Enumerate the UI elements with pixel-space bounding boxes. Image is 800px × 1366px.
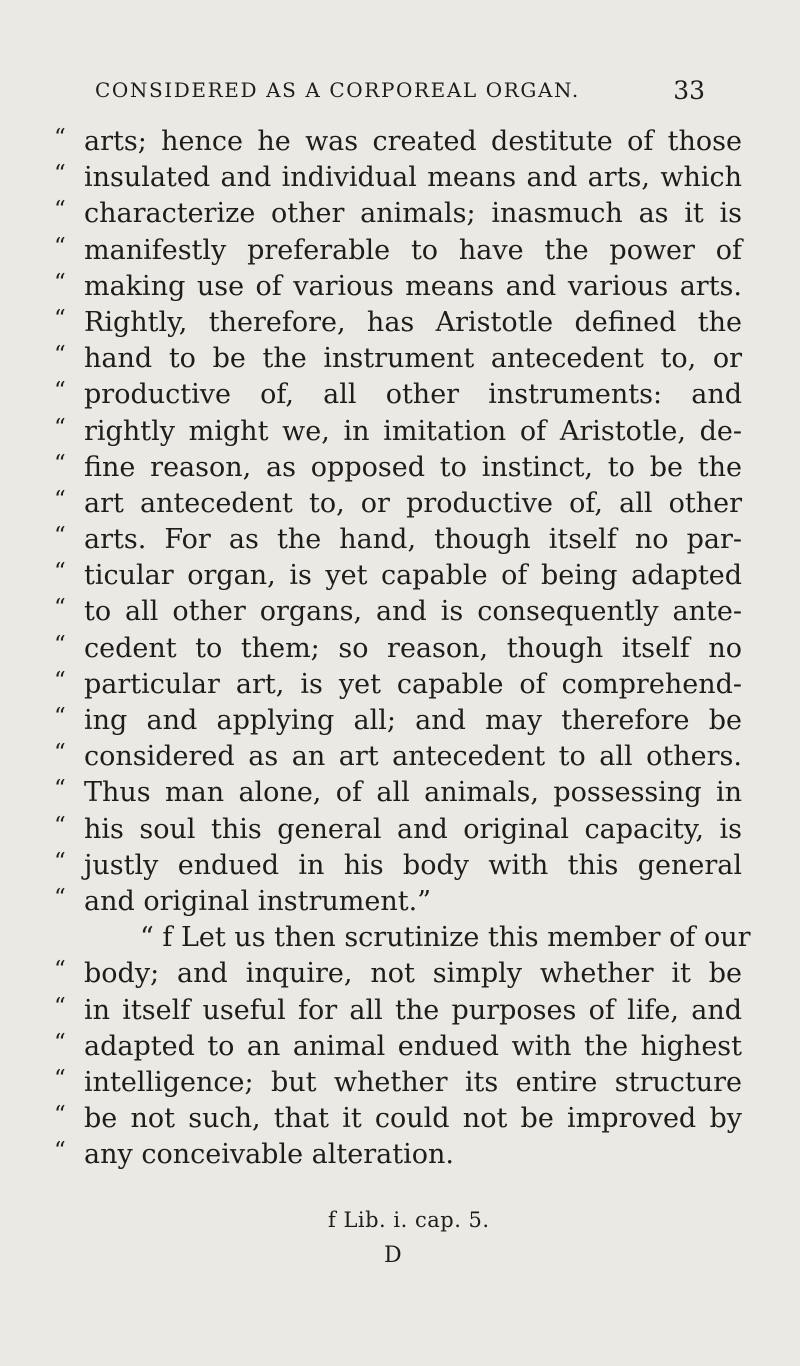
line-text: in itself useful for all the purposes of life, and [84,994,742,1026]
text-line [0,1101,800,1137]
line-text: “ f Let us then scrutinize this member of our [140,922,751,954]
body-text [0,124,800,1173]
quote-mark: “ [54,161,66,188]
line-text: ticular organ, is yet capable of being adapted [84,560,742,592]
text-line [0,196,800,232]
text-line [0,920,800,956]
header-title: CONSIDERED AS A CORPOREAL ORGAN. [95,78,580,102]
text-line [0,341,800,377]
quote-mark: “ [54,125,66,151]
text-line [0,703,800,739]
line-text: adapted to an animal endued with the highest [84,1030,742,1062]
line-text: making use of various means and various arts. [84,270,742,302]
quote-mark: “ [54,1138,66,1165]
quote-mark: “ [54,848,66,875]
text-line [0,450,800,486]
line-text: any conceivable alteration. [84,1139,454,1171]
line-text: productive of, all other instruments: and [84,379,742,411]
quote-mark: “ [54,197,66,224]
text-line [0,522,800,558]
quote-mark: “ [54,342,66,369]
quote-mark: “ [54,1065,66,1092]
quote-mark: “ [54,559,66,586]
running-header [95,78,705,104]
quote-mark: “ [54,233,66,260]
quote-mark: “ [54,1102,66,1129]
line-text: his soul this general and original capacity, is [84,813,742,845]
text-line [0,631,800,667]
text-line [0,594,800,630]
text-line [0,1137,800,1173]
signature-mark: D [384,1243,402,1268]
text-line [0,233,800,269]
quote-mark: “ [54,595,66,622]
text-line [0,739,800,775]
text-line [0,1029,800,1065]
line-text: body; and inquire, not simply whether it be [84,958,742,990]
quote-mark: “ [54,776,66,803]
text-line [0,269,800,305]
quote-mark: “ [54,993,66,1020]
text-line [0,775,800,811]
line-text: justly endued in his body with this general [84,849,742,881]
text-line [0,993,800,1029]
text-line [0,305,800,341]
quote-mark: “ [54,884,66,911]
line-text: fine reason, as opposed to instinct, to be the [84,451,742,483]
quote-mark: “ [54,704,66,730]
text-line [0,812,800,848]
line-text: insulated and individual means and arts, which [84,162,742,194]
quote-mark: “ [54,378,66,405]
line-text: Thus man alone, of all animals, possessing in [84,777,742,809]
text-line [0,414,800,450]
quote-mark: “ [54,523,66,550]
quote-mark: “ [54,486,66,513]
quote-mark: “ [54,957,66,984]
quote-mark: “ [54,667,66,694]
line-text: characterize other animals; inasmuch as it is [84,198,742,230]
line-text: arts. For as the hand, though itself no par- [84,524,742,556]
line-text: considered as an art antecedent to all others. [84,741,742,773]
text-line [0,486,800,522]
line-text: art antecedent to, or productive of, all other [84,487,742,519]
quote-mark: “ [54,812,66,839]
line-text: cedent to them; so reason, though itself no [84,632,742,664]
text-line [0,956,800,992]
quote-mark: “ [54,305,66,332]
quote-mark: “ [54,1029,66,1056]
text-line [0,848,800,884]
line-text: manifestly preferable to have the power of [84,234,742,266]
line-text: ing and applying all; and may therefore be [84,705,742,736]
line-text: arts; hence he was created destitute of those [84,126,742,157]
quote-mark: “ [54,269,66,296]
line-text: Rightly, therefore, has Aristotle defined the [84,306,742,338]
page-number: 33 [673,76,705,105]
footnote: f Lib. i. cap. 5. [328,1208,490,1232]
text-line [0,1065,800,1101]
text-line [0,124,800,160]
text-line [0,377,800,413]
text-line [0,884,800,920]
line-text: to all other organs, and is consequently ante- [84,596,742,628]
line-text: hand to be the instrument antecedent to, or [84,343,742,375]
quote-mark: “ [54,450,66,477]
line-text: rightly might we, in imitation of Aristotle, de- [84,415,742,447]
quote-mark: “ [54,631,66,658]
text-line [0,667,800,703]
line-text: particular art, is yet capable of comprehend- [84,668,742,700]
text-line [0,160,800,196]
quote-mark: “ [54,414,66,441]
line-text: be not such, that it could not be improved by [84,1103,742,1135]
line-text: and original instrument.” [84,885,432,917]
quote-mark: “ [54,740,66,767]
text-line [0,558,800,594]
line-text: intelligence; but whether its entire structure [84,1066,742,1098]
